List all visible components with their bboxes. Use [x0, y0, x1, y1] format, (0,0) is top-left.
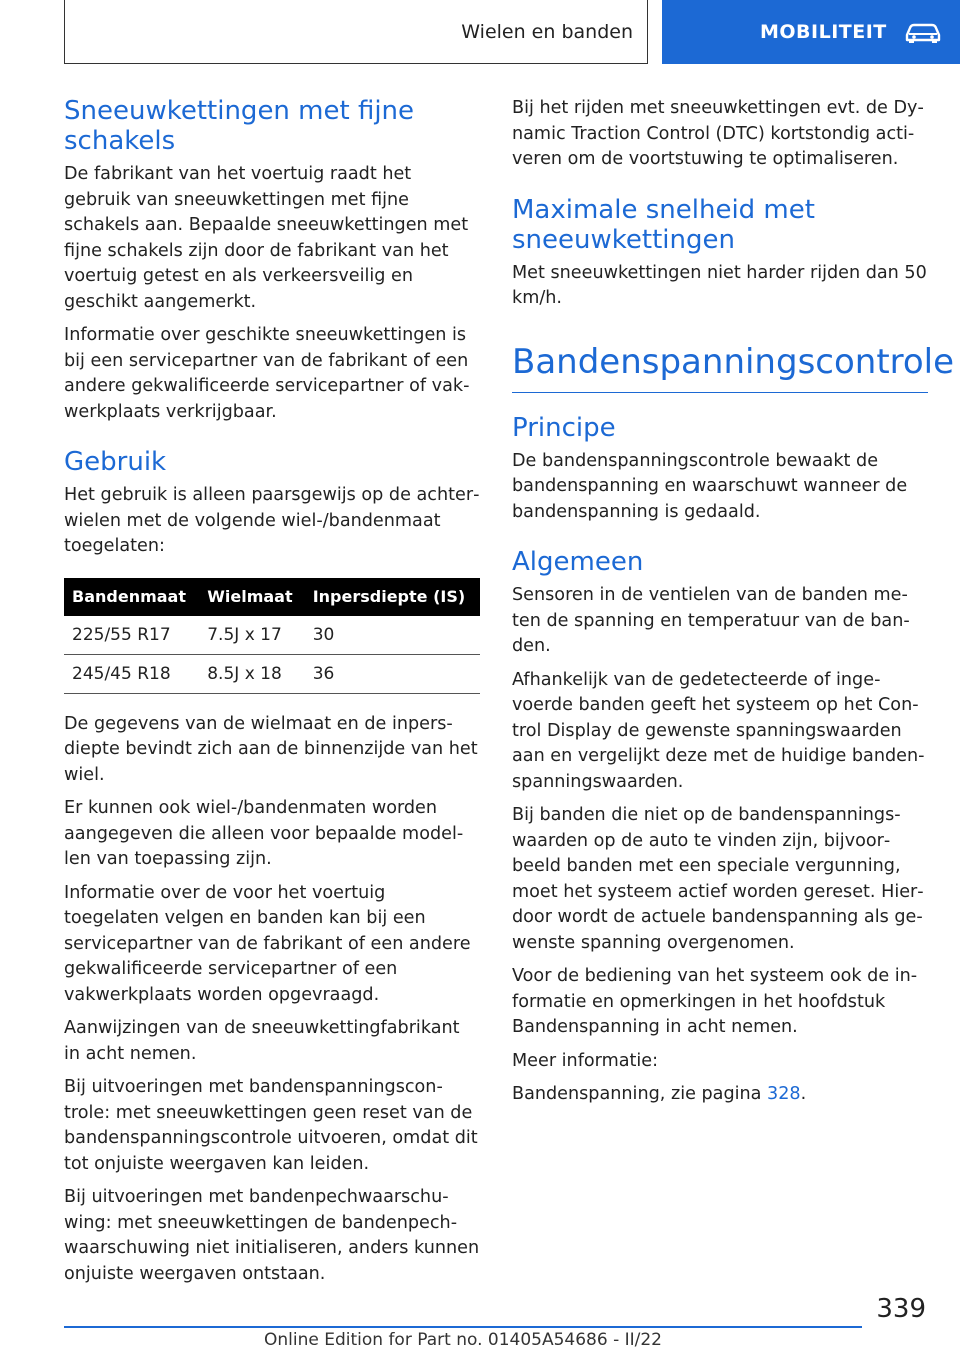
heading-usage: Gebruik: [64, 447, 167, 477]
right-column: [512, 96, 955, 1116]
edition-footer: Online Edition for Part no. 01405A54686 - II/22: [263, 1330, 662, 1350]
heading-principle: Principe: [512, 412, 616, 443]
reference-text: Bandenspanning, zie pagina: [512, 1084, 768, 1104]
table-header-row: [64, 578, 480, 616]
running-header-section: [64, 0, 648, 64]
cross-reference: [512, 1082, 928, 1108]
car-icon: [903, 20, 943, 44]
paragraph: De bandenspanningscontrole bewaakt de bandenspanning en waarschuwt wanneer de bandenspanning is gedaald.: [512, 450, 908, 522]
section-title: Wielen en banden: [461, 20, 633, 43]
paragraph: Aanwijzingen van de sneeuwkettingfabrikant in acht nemen.: [64, 1018, 460, 1064]
table-cell: 7.5J x 17: [199, 616, 304, 655]
table-cell: 30: [305, 616, 480, 655]
paragraph: Voor de bediening van het systeem ook de informatie en opmerkingen in het hoofdstuk Bandenspanning in acht nemen.: [512, 966, 918, 1037]
column-header: Wielmaat: [199, 578, 304, 616]
footer-divider: [64, 1326, 862, 1328]
paragraph: Bij banden die niet op de bandenspanningswaarden op de auto te vinden zijn, bijvoorbeeld banden met een speciale vergunning, moet het systeem actief worden gereset. Hierdoor wordt de actuele bandenspanning als gewenste spanning overgenomen.: [512, 805, 924, 953]
paragraph: Sensoren in de ventielen van de banden meten de spanning en temperatuur van de banden.: [512, 585, 910, 656]
heading-fine-chains: Sneeuwkettingen met fijne schakels: [64, 96, 415, 156]
running-header-chapter: [662, 0, 960, 64]
paragraph: Bij het rijden met sneeuwkettingen evt. de Dynamic Traction Control (DTC) kortstondig activeren om de voortstuwing te optimaliseren.: [512, 98, 924, 169]
chapter-heading: Bandenspanningscontrole: [512, 342, 928, 393]
paragraph: Informatie over de voor het voertuig toegelaten velgen en banden kan bij een servicepartner van de fabrikant of een andere gekwalificeerde servicepartner of een vakwerkplaats worden opgevraagd.: [64, 882, 471, 1005]
wheel-size-table: [64, 578, 480, 694]
heading-max-speed: Maximale snelheid met sneeuwkettingen: [512, 194, 815, 255]
page-number: 339: [876, 1294, 926, 1324]
paragraph: Meer informatie:: [512, 1050, 659, 1071]
table-cell: 225/55 R17: [64, 616, 199, 655]
paragraph: Het gebruik is alleen paarsgewijs op de achterwielen met de volgende wiel-/bandenmaat toegelaten:: [64, 485, 480, 556]
paragraph: Afhankelijk van de gedetecteerde of ingevoerde banden geeft het systeem op het Control Display de gewenste spanningswaarden aan en vergelijkt deze met de huidige bandenspanningswaarden.: [512, 669, 925, 792]
table-cell: 245/45 R18: [64, 654, 199, 693]
left-column: [64, 96, 480, 1295]
paragraph: Informatie over geschikte sneeuwkettingen is bij een servicepartner van de fabrikant of een andere gekwalificeerde servicepartner of vakwerkplaats verkrijgbaar.: [64, 325, 470, 422]
table-cell: 36: [305, 654, 480, 693]
paragraph: Bij uitvoeringen met bandenspanningscontrole: met sneeuwkettingen geen reset van de bandenspanningscontrole uitvoeren, omdat dit tot onjuiste weergaven kan leiden.: [64, 1077, 478, 1174]
column-header: Bandenmaat: [64, 578, 199, 616]
column-header: Inpersdiepte (IS): [305, 578, 480, 616]
paragraph: Bij uitvoeringen met bandenpechwaarschuwing: met sneeuwkettingen de bandenpechwaarschuwing niet initialiseren, anders kunnen onjuiste weergaven ontstaan.: [64, 1187, 480, 1284]
paragraph: De gegevens van de wielmaat en de inpersdiepte bevindt zich aan de binnenzijde van het wiel.: [64, 713, 478, 785]
heading-general: Algemeen: [512, 547, 644, 577]
paragraph: De fabrikant van het voertuig raadt het gebruik van sneeuwkettingen met fijne schakels aan. Bepaalde sneeuwkettingen met fijne schakels zijn door de fabrikant van het voertuig getest en als verkeersveilig en geschikt aangemerkt.: [64, 164, 469, 312]
paragraph: Er kunnen ook wiel-/bandenmaten worden aangegeven die alleen voor bepaalde modellen van toepassing zijn.: [64, 798, 464, 869]
page-link[interactable]: 328: [767, 1084, 801, 1104]
table-cell: 8.5J x 18: [199, 654, 304, 693]
paragraph: Met sneeuwkettingen niet harder rijden dan 50 km/h.: [512, 262, 927, 308]
chapter-label: MOBILITEIT: [760, 21, 887, 43]
table-row: [64, 654, 480, 693]
table-row: [64, 616, 480, 655]
reference-end: .: [800, 1084, 807, 1104]
